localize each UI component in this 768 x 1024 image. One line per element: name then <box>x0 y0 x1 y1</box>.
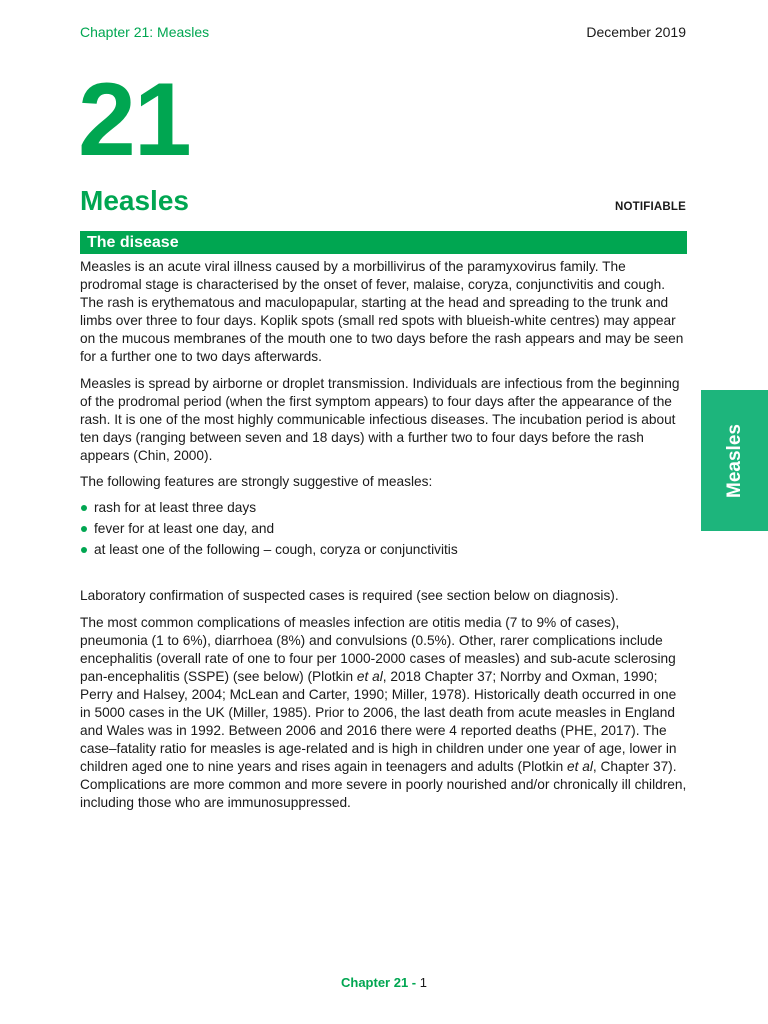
side-tab-label: Measles <box>723 423 745 498</box>
complications-italic-2: et al <box>566 759 593 775</box>
chapter-title: Measles <box>80 185 189 216</box>
complications-text-1: The most common complications of measles infection are otitis media (7 to 9% of cases), pneumonia (1 to 6%), diarrhoea (8%) and convulsions (0.5%). Other, rarer complications include encephalitis (overall rate of one to four per 1000-2000 cases of measles) and sub-acute sclerosing pan-encephalitis (SSPE) (see below) (Plotkin <box>80 614 676 684</box>
list-item-text: rash for at least three days <box>94 500 257 516</box>
paragraph-description: Measles is an acute viral illness caused by a morbillivirus of the paramyxovirus family. The prodromal stage is characterised by the onset of fever, malaise, coryza, conjunctivitis and cough. The rash is erythematous and maculopapular, starting at the head and spreading to the trunk and limbs over three to four days. Koplik spots (small red spots with blueish-white centres) may appear on the mucous membranes of the mouth one to two days before the rash appears and may be seen for a further one to two days afterwards. <box>80 259 684 365</box>
bullet-icon <box>81 526 87 532</box>
list-item-text: at least one of the following – cough, coryza or conjunctivitis <box>94 542 458 558</box>
complications-text-3: , Chapter 37). Complications are more common and more severe in poorly nourished and/or chronically ill children, including those who are immunosuppressed. <box>80 759 687 811</box>
list-item <box>80 499 690 517</box>
complications-text-2: , 2018 Chapter 37; Norrby and Oxman, 1990; Perry and Halsey, 2004; McLean and Carter, 1990; Miller, 1978). Historically death occurred in one in 5000 cases in the UK (Miller, 1985). Prior to 2006, the last death from acute measles in England and Wales was in 1992. Between 2006 and 2016 there were 4 reported deaths (PHE, 2017). The case–fatality ratio for measles is age-related and is high in children under one year of age, lower in children aged one to nine years and rises again in teenagers and adults (Plotkin <box>80 668 677 775</box>
paragraph-transmission: Measles is spread by airborne or droplet transmission. Individuals are infectious from the beginning of the prodromal period (when the first symptom appears) to four days after the appearance of the rash. It is one of the most highly communicable infectious diseases. The incubation period is about ten days (ranging between seven and 18 days) with a further two to four days before the rash appears (Chin, 2000). <box>80 375 680 463</box>
footer-page-number: 1 <box>419 975 427 990</box>
paragraph-complications <box>80 614 690 813</box>
notifiable-label: NOTIFIABLE <box>615 201 686 213</box>
list-item <box>80 541 690 559</box>
bullet-icon <box>81 505 87 511</box>
running-header-chapter: Chapter 21: Measles <box>80 24 210 40</box>
list-item <box>80 520 690 538</box>
features-list <box>80 499 690 559</box>
page-footer <box>0 975 768 990</box>
paragraph-lab-confirmation: Laboratory confirmation of suspected cases is required (see section below on diagnosis). <box>80 588 619 604</box>
running-header-date: December 2019 <box>586 24 686 40</box>
chapter-number: 21 <box>78 62 190 178</box>
paragraph-features-intro: The following features are strongly suggestive of measles: <box>80 474 433 490</box>
complications-italic-1: et al <box>356 668 383 684</box>
section-heading-the-disease: The disease <box>80 231 687 254</box>
bullet-icon <box>81 547 87 553</box>
side-tab-measles <box>701 390 768 531</box>
footer-chapter: Chapter 21 - <box>341 975 417 990</box>
list-item-text: fever for at least one day, and <box>94 521 275 537</box>
main-content <box>80 258 690 821</box>
